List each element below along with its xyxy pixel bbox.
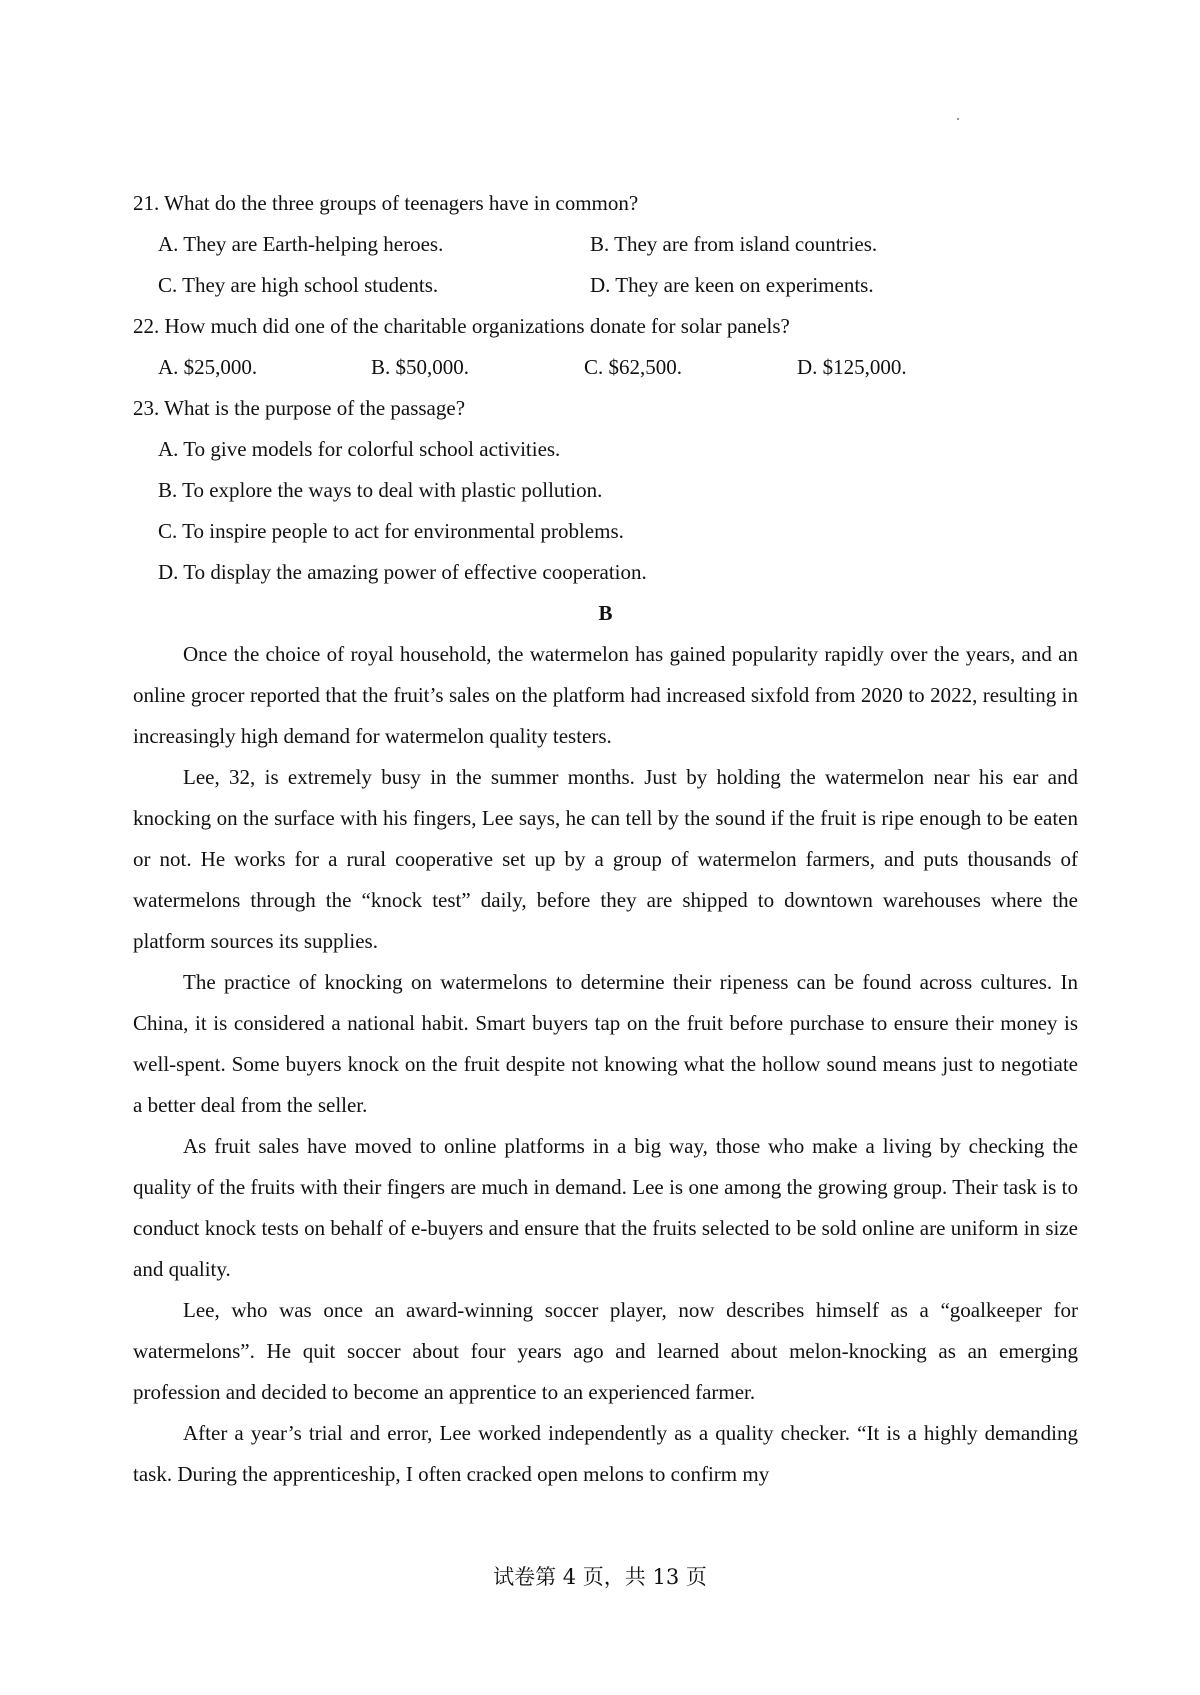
paragraph: Lee, who was once an award-winning soccer player, now describes himself as a “goalkeeper for watermelons”. He quit soccer about four years ago and learned about melon-knocking as an emerging profession and decided to become an apprentice to an experienced farmer.	[133, 1298, 1078, 1404]
options-row	[133, 347, 1078, 388]
paragraph: As fruit sales have moved to online platforms in a big way, those who make a living by checking the quality of the fruits with their fingers are much in demand. Lee is one among the growing group. Their task is to conduct knock tests on behalf of e-buyers and ensure that the fruits selected to be sold online are uniform in size and quality.	[133, 1134, 1078, 1281]
option-b: B. They are from island countries.	[590, 232, 878, 256]
options-row	[133, 224, 1078, 265]
paragraph: After a year’s trial and error, Lee worked independently as a quality checker. “It is a highly demanding task. During the apprenticeship, I often cracked open melons to confirm my	[133, 1421, 1078, 1486]
option-c: C. $62,500.	[584, 355, 683, 379]
paragraph: Lee, 32, is extremely busy in the summer months. Just by holding the watermelon near his ear and knocking on the surface with his fingers, Lee says, he can tell by the sound if the fruit is ripe enough to be eaten or not. He works for a rural cooperative set up by a group of watermelon farmers, and puts thousands of watermelons through the “knock test” daily, before they are shipped to downtown warehouses where the platform sources its supplies.	[133, 765, 1078, 953]
paragraph: The practice of knocking on watermelons to determine their ripeness can be found across cultures. In China, it is considered a national habit. Smart buyers tap on the fruit before purchase to ensure their money is well-spent. Some buyers knock on the fruit despite not knowing what the hollow sound means just to negotiate a better deal from the seller.	[133, 970, 1078, 1117]
question-stem: 23. What is the purpose of the passage?	[133, 396, 466, 420]
option-d: D. They are keen on experiments.	[590, 273, 874, 297]
question-23	[133, 388, 1078, 593]
question-stem: 22. How much did one of the charitable organizations donate for solar panels?	[133, 314, 790, 338]
scan-speck	[957, 118, 959, 120]
paragraph: Once the choice of royal household, the watermelon has gained popularity rapidly over the years, and an online grocer reported that the fruit’s sales on the platform had increased sixfold from 2020 to 2022, resulting in increasingly high demand for watermelon quality testers.	[133, 642, 1078, 748]
option-c: C. They are high school students.	[158, 273, 439, 297]
exam-page	[133, 183, 1078, 1495]
option-a: A. They are Earth-helping heroes.	[158, 232, 444, 256]
question-22	[133, 306, 1078, 388]
option-c: C. To inspire people to act for environmental problems.	[158, 519, 624, 543]
section-label: B	[598, 601, 613, 625]
options-row	[133, 265, 1078, 306]
option-a: A. To give models for colorful school activities.	[158, 437, 561, 461]
option-d: D. $125,000.	[797, 355, 907, 379]
option-b: B. To explore the ways to deal with plastic pollution.	[158, 478, 603, 502]
option-a: A. $25,000.	[158, 355, 258, 379]
question-stem: 21. What do the three groups of teenagers have in common?	[133, 191, 639, 215]
page-footer: 试卷第 4 页，共 13 页	[493, 1565, 707, 1589]
option-d: D. To display the amazing power of effective cooperation.	[158, 560, 647, 584]
question-21	[133, 183, 1078, 306]
option-b: B. $50,000.	[371, 355, 470, 379]
